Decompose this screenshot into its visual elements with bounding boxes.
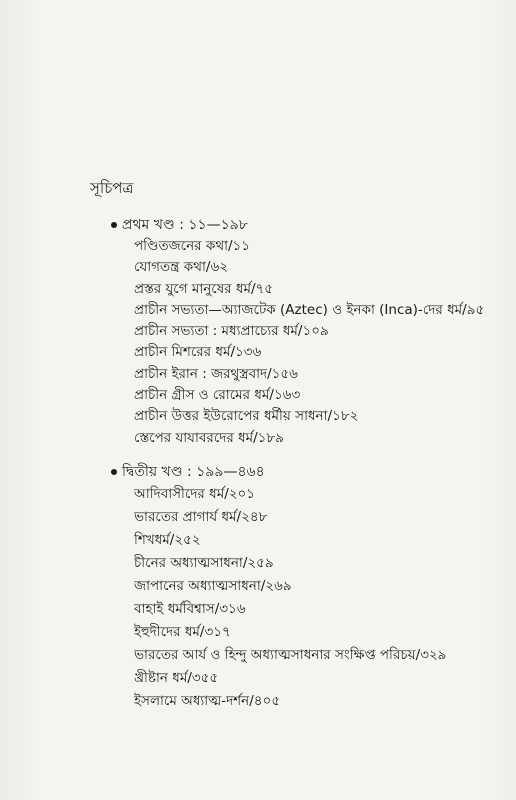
toc-entry-list (111, 236, 511, 449)
bullet-icon (111, 469, 117, 475)
toc-entry: ইসলামে অধ্যাত্ম-দর্শন/৪০৫ (134, 693, 281, 709)
toc-part-1 (111, 214, 511, 449)
toc-entry: জাপানের অধ্যাত্মসাধনা/২৬৯ (134, 578, 292, 594)
toc-entry: পণ্ডিতজনের কথা/১১ (134, 238, 251, 254)
toc-entry: ভারতের আর্য ও হিন্দু অধ্যাত্মসাধনার সংক্ষিপ্ত পরিচয়/৩২৯ (134, 647, 447, 663)
toc-entry: প্রস্তর যুগে মানুষের ধর্ম/৭৫ (134, 280, 274, 297)
toc-entry: যোগতন্ত্র কথা/৬২ (134, 259, 229, 276)
toc-entry: প্রাচীন সভ্যতা—অ্যাজটেক (Aztec) ও ইনকা (Inca)-দের ধর্ম/৯৫ (134, 301, 485, 318)
toc-entry: খ্রীষ্টান ধর্ম/৩৫৫ (134, 670, 219, 686)
toc-entry: শিখধর্ম/২৫২ (134, 532, 201, 548)
toc-entry: ইহুদীদের ধর্ম/৩১৭ (134, 624, 231, 640)
toc-entry: আদিবাসীদের ধর্ম/২০১ (134, 486, 256, 502)
toc-entry-list (111, 483, 511, 713)
toc-part-2 (111, 461, 511, 713)
bullet-icon (111, 222, 117, 228)
toc-entry: চীনের অধ্যাত্মসাধনা/২৫৯ (134, 555, 274, 571)
toc-entry: ভারতের প্রাগার্য ধর্ম/২৪৮ (134, 509, 268, 525)
toc-entry: প্রাচীন ইরান : জরথুস্ত্রবাদ/১৫৬ (134, 365, 298, 382)
part-heading-text: দ্বিতীয় খণ্ড : ১৯৯—৪৬৪ (122, 464, 265, 480)
toc-entry: স্তেপের যাযাবরদের ধর্ম/১৮৯ (134, 429, 284, 446)
toc-entry: প্রাচীন গ্রীস ও রোমের ধর্ম/১৬৩ (134, 387, 301, 404)
part-heading-text: প্রথম খণ্ড : ১১—১৯৮ (122, 217, 248, 233)
page-title: সূচিপত্র (90, 179, 134, 197)
part-heading (111, 461, 511, 483)
toc-entry: প্রাচীন উত্তর ইউরোপের ধর্মীয় সাধনা/১৮২ (134, 408, 359, 425)
toc-entry: বাহাই ধর্মবিশ্বাস/৩১৬ (134, 601, 246, 617)
toc-entry: প্রাচীন মিশরের ধর্ম/১৩৬ (134, 344, 262, 361)
toc-entry: প্রাচীন সভ্যতা : মধ্যপ্রাচ্যের ধর্ম/১০৯ (134, 323, 329, 340)
part-heading (111, 214, 511, 236)
